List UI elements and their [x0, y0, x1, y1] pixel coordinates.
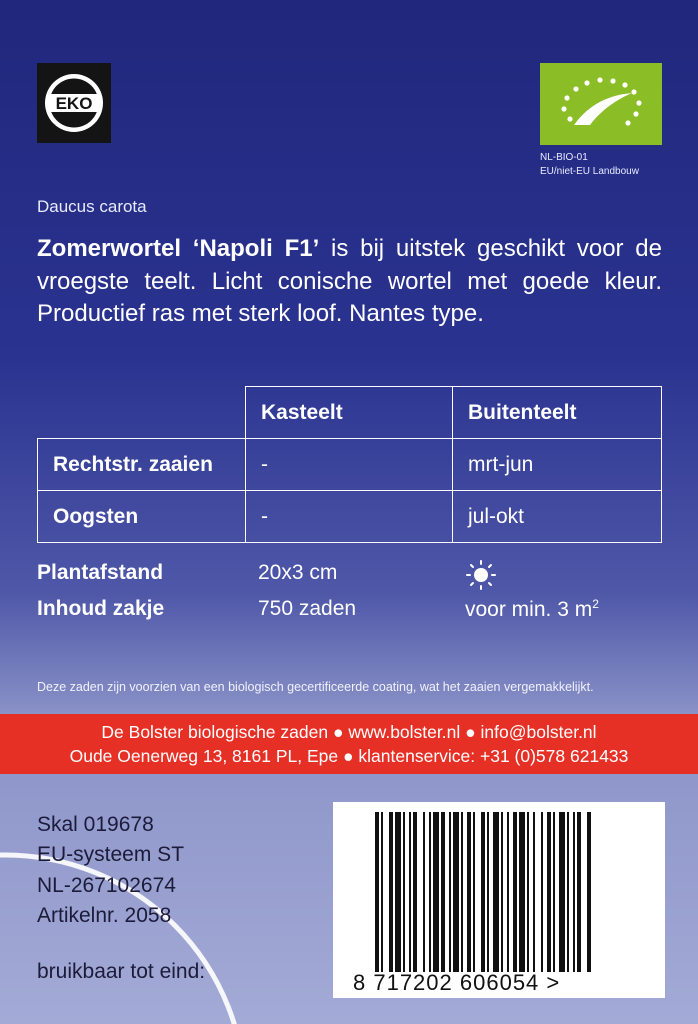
- eu-code-line2: EU/niet-EU Landbouw: [540, 166, 639, 177]
- coating-note: Deze zaden zijn voorzien van een biologisch gecertificeerde coating, wat het zaaien vergemakkelijkt.: [37, 680, 594, 694]
- row-label-sowing: Rechtstr. zaaien: [38, 439, 246, 491]
- header-buitenteelt: Buitenteelt: [453, 387, 662, 439]
- description-text: is bij uitstek geschikt voor de vroegste teelt. Licht conische wortel met goede kleur. Productief ras met sterk loof. Nantes type.: [37, 235, 662, 327]
- contact-line2: Oude Oenerweg 13, 8161 PL, Epe ● klantenservice: +31 (0)578 621433: [69, 746, 629, 766]
- eu-organic-code: [540, 151, 639, 179]
- product-description: [37, 233, 662, 331]
- best-before: bruikbaar tot eind:: [37, 960, 206, 983]
- contact-band: [0, 714, 698, 774]
- spacing-value: 20x3 cm: [258, 561, 338, 584]
- product-title: Zomerwortel ‘Napoli F1’: [37, 235, 320, 262]
- barcode-digits: 8 717202 606054 >: [353, 970, 561, 995]
- table-header-row: [38, 387, 662, 439]
- sowing-table: [37, 386, 662, 543]
- barcode: [333, 802, 665, 998]
- cell-sowing-buitenteelt: mrt-jun: [453, 439, 662, 491]
- eko-seal-icon: [37, 63, 111, 143]
- eu-system: EU-systeem ST: [37, 843, 185, 866]
- table-corner: [38, 387, 246, 439]
- area-unit-sup: 2: [592, 597, 599, 611]
- full-sun-icon: [464, 560, 498, 590]
- header-kasteelt: Kasteelt: [246, 387, 453, 439]
- area-text: voor min. 3 m: [465, 598, 593, 621]
- row-label-harvest: Oogsten: [38, 491, 246, 543]
- barcode-bars-icon: [375, 812, 635, 972]
- contact-line1: De Bolster biologische zaden ● www.bolster.nl ● info@bolster.nl: [101, 722, 597, 742]
- cell-harvest-buitenteelt: jul-okt: [453, 491, 662, 543]
- eko-logo: [37, 63, 111, 143]
- content-value: 750 zaden: [258, 597, 357, 620]
- skal-number: Skal 019678: [37, 813, 154, 836]
- cell-sowing-kasteelt: -: [246, 439, 453, 491]
- eu-organic-leaf-logo: [540, 63, 662, 145]
- latin-name: Daucus carota: [37, 197, 147, 216]
- table-row: [38, 439, 662, 491]
- content-label: Inhoud zakje: [37, 597, 165, 620]
- spacing-label: Plantafstand: [37, 561, 164, 584]
- eu-code-line1: NL-BIO-01: [540, 152, 588, 163]
- cell-harvest-kasteelt: -: [246, 491, 453, 543]
- table-row: [38, 491, 662, 543]
- area-value: [465, 597, 599, 622]
- eu-organic-leaf-icon: [540, 63, 662, 145]
- article-number: Artikelnr. 2058: [37, 904, 172, 927]
- svg-text:EKO: EKO: [55, 94, 93, 113]
- nl-number: NL-267102674: [37, 874, 176, 897]
